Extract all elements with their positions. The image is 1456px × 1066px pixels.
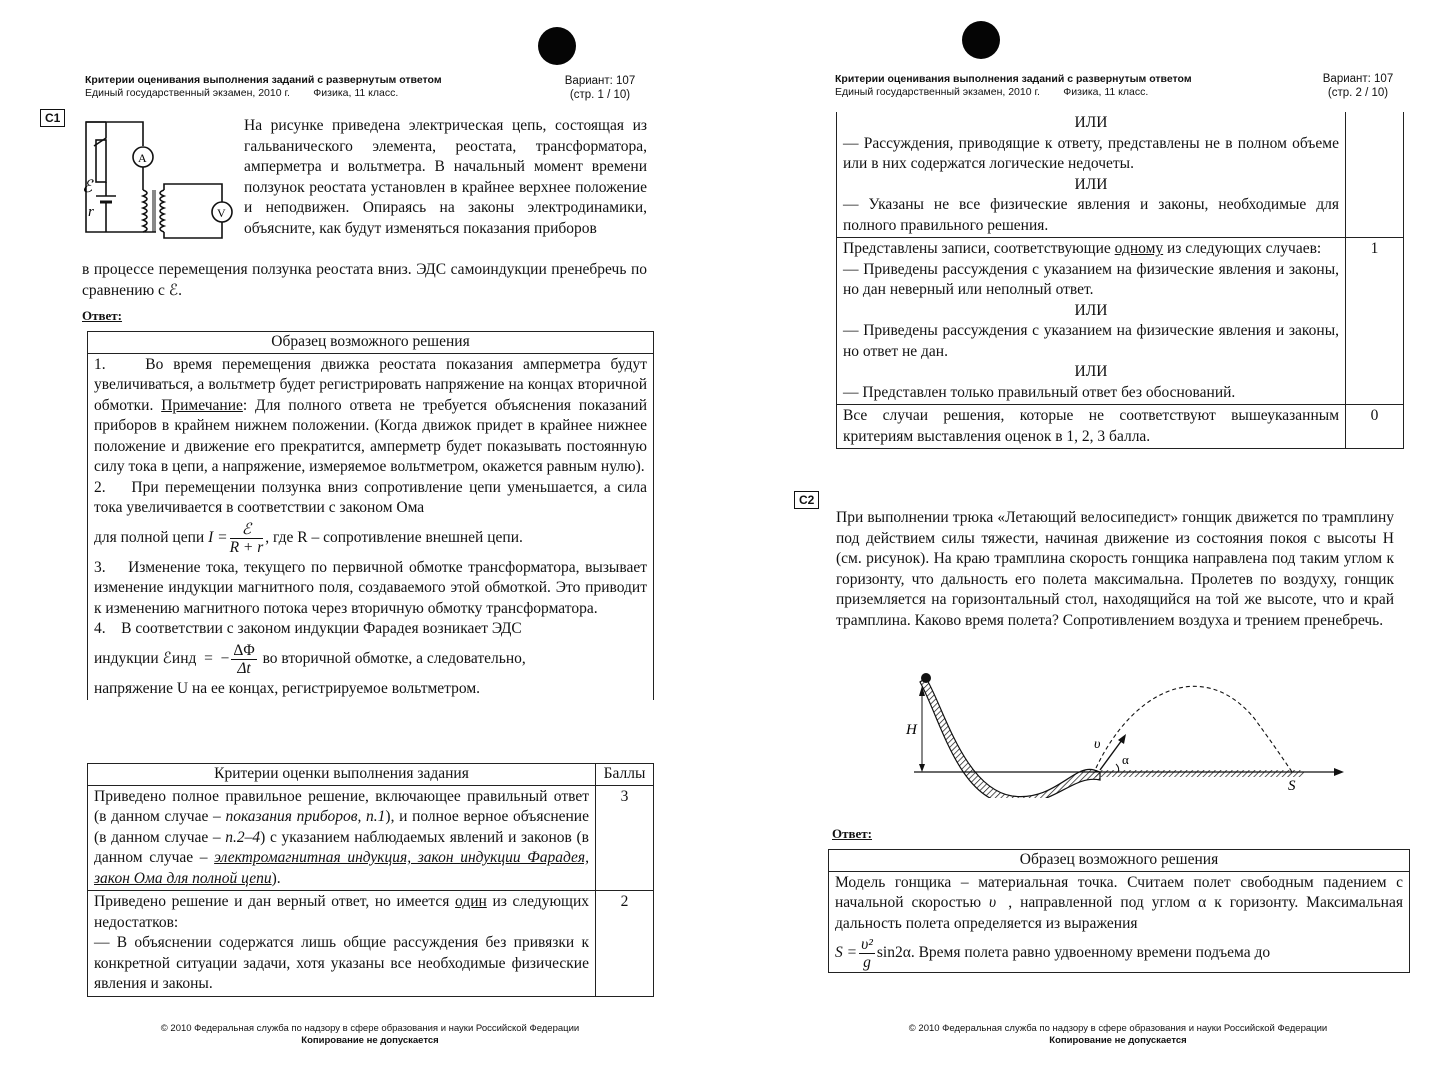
landing-table: [1094, 770, 1304, 777]
rheostat: [96, 140, 106, 182]
circuit-wire: [86, 122, 143, 146]
page-number: (стр. 2 / 10): [1327, 87, 1389, 99]
header-title: Критерии оценивания выполнения заданий с развернутым ответом: [835, 73, 1192, 85]
criterion-2-continued: ИЛИ — Рассуждения, приводящие к ответу, представлены не в полном объеме или в них содержатся логические недочеты. ИЛИ — Указаны не все физические явления и законы, необходимые для полного правильного решения.: [837, 112, 1346, 238]
solution-item-2: 2. При перемещении ползунка вниз сопротивление цепи уменьшается, а сила тока увеличивается в соответствии с законом Ома: [94, 478, 651, 516]
ramp-figure: [904, 668, 1344, 798]
formula-s-fraction: $\frac{\text{υ²}}{g}$: [861, 936, 873, 971]
header-subtitle: Единый государственный экзамен, 2010 г. Физика, 11 класс.: [835, 86, 1149, 98]
formula-ohm-fraction: $\frac{\text{ℰ}}{R + r}$: [229, 520, 264, 556]
answer-label: Ответ:: [82, 308, 123, 323]
resistance-label: r: [88, 204, 94, 220]
variant: Вариант: 107: [564, 75, 636, 87]
emf-label: ℰ: [82, 177, 93, 196]
label-S: S: [1288, 778, 1296, 794]
arrow-down-icon: [919, 764, 925, 772]
page-header: [835, 73, 1295, 99]
ramp-track: [920, 678, 1100, 798]
criteria-table-continued: [836, 112, 1404, 449]
criterion-1: Представлены записи, соответствующие одному из следующих случаев: — Приведены рассуждения с указанием на физические явления и законы, но дан неверный или неполный ответ. ИЛИ — Приведены рассуждения с указанием на физические явления и законы, но ответ не дан. ИЛИ — Представлен только правильный ответ без обоснований.: [837, 238, 1346, 405]
points-2: 2: [596, 891, 654, 997]
solution-body: [88, 353, 654, 700]
rider-point: [921, 673, 931, 683]
task-text-c2: При выполнении трюка «Летающий велосипедист» гонщик движется по трамплину под действием силы тяжести, начиная движение из состояния покоя с высоты H (см. рисунок). На краю трамплина скорость гонщика направлена под таким углом к горизонту, что дальность его полета максимальна. Пролетев по воздуху, гонщик приземляется на горизонтальный стол, находящийся на той же высоте, что и край трамплина. Каково время полета? Сопротивлением воздуха и трением пренебречь.: [836, 509, 1394, 629]
criteria-header: Критерии оценки выполнения задания: [88, 764, 596, 786]
points-1: 1: [1346, 238, 1404, 405]
axis-arrow-icon: [1334, 768, 1344, 776]
header-title: Критерии оценивания выполнения заданий с развернутым ответом: [85, 74, 442, 86]
points-header: Баллы: [596, 764, 654, 786]
page-2: [728, 0, 1456, 1066]
note-label: Примечание: [161, 396, 243, 414]
points-empty: [1346, 112, 1404, 238]
points-3: 3: [596, 785, 654, 891]
circuit-diagram: [78, 112, 238, 242]
solution-table: [87, 331, 654, 700]
circuit-wire: [164, 222, 222, 238]
velocity-arrow-icon: [1118, 734, 1126, 744]
solution-formula-line: S = $\frac{\text{υ²}}{g}$ sin2α. Время полета равно удвоенному времени подъема до: [835, 936, 1271, 971]
primary-coil: [143, 190, 147, 232]
solution-header: Образец возможного решения: [829, 850, 1410, 872]
solution-item-1: 1. Во время перемещения движка реостата показания амперметра будут увеличиваться, а вольтметр будет регистрировать напряжение на концах вторичной обмотки. Примечание: Для полного ответа не требуется объяснения показаний приборов в крайнем нижнем положении. (Когда движок придет в крайнее нижнее положение и движение его прекратится, амперметр будет показывать постоянную силу тока в цепи, а напряжение, измеряемое вольтметром, окажется равным нулю).: [94, 355, 651, 475]
variant: Вариант: 107: [1322, 73, 1394, 85]
velocity-symbol: υ⃗: [989, 894, 1009, 911]
answer-label: Ответ:: [832, 826, 873, 841]
page-header: [85, 74, 545, 100]
page-number: (стр. 1 / 10): [569, 89, 631, 101]
criterion-0: Все случаи решения, которые не соответствуют вышеуказанным критериям выставления оценок в 1, 2, 3 балла.: [837, 405, 1346, 449]
formula-s-right: sin2α: [876, 944, 911, 962]
formula-ohm-left: I =: [208, 528, 228, 546]
solution-item-4-end: напряжение U на ее концах, регистрируемое вольтметром.: [94, 679, 481, 697]
formula-induction-left: ℰинд = −: [162, 649, 230, 667]
label-v: υ: [1094, 737, 1101, 752]
criterion-2: Приведено решение и дан верный ответ, но имеется один из следующих недостатков: — В объяснении содержатся лишь общие рассуждения без привязки к конкретной ситуации задачи, хотя указаны все необходимые физические явления и законы.: [88, 891, 596, 997]
solution-item-4-formula: индукции ℰинд = − $\frac{\Delta\Phi}{\Delta t}$ во вторичной обмотке, а следовательно,: [94, 641, 526, 677]
solution-item-3: 3. Изменение тока, текущего по первичной обмотке трансформатора, вызывает изменение индукции магнитного поля, создаваемого этой обмоткой. Это приводит к изменению магнитного потока через вторичную обмотку трансформатора.: [94, 558, 651, 617]
variant-block: [1308, 72, 1408, 100]
variant-block: [555, 74, 645, 102]
ammeter-label: A: [138, 151, 147, 165]
circuit-wire: [164, 184, 222, 202]
page-footer: © 2010 Федеральная служба по надзору в сфере образования и науки Российской Федерации Копирование не допускается: [908, 1023, 1328, 1046]
points-0: 0: [1346, 405, 1404, 449]
solution-item-4: 4. В соответствии с законом индукции Фарадея возникает ЭДС: [94, 620, 522, 637]
secondary-coil: [160, 190, 164, 232]
task-tag-c1: C1: [40, 109, 65, 127]
task-text-c1-part2: в процессе перемещения ползунка реостата вниз. ЭДС самоиндукции пренебречь по сравнению с ℰ.: [82, 261, 647, 299]
solution-header: Образец возможного решения: [88, 332, 654, 354]
solution-item-2-formula: для полной цепи I = $\frac{\text{ℰ}}{R + r}$ , где R – сопротивление внешней цепи.: [94, 520, 523, 556]
voltmeter-label: V: [217, 206, 226, 220]
punch-hole: [962, 21, 1000, 59]
task-text-c1-part1: На рисунке приведена электрическая цепь, состоящая из гальванического элемента, реостата, трансформатора, амперметра и вольтметра. В начальный момент времени ползунок реостата установлен в крайнее верхнее положение и неподвижен. Опираясь на законы электродинамики, объясните, как будут изменяться показания приборов: [244, 117, 647, 237]
formula-induction-fraction: $\frac{\Delta\Phi}{\Delta t}$: [233, 641, 255, 677]
punch-hole: [538, 27, 576, 65]
header-subtitle: Единый государственный экзамен, 2010 г. Физика, 11 класс.: [85, 87, 399, 99]
solution-table-c2: [828, 849, 1410, 973]
label-alpha: α: [1122, 752, 1129, 767]
page-footer: © 2010 Федеральная служба по надзору в сфере образования и науки Российской Федерации Копирование не допускается: [160, 1023, 580, 1046]
solution-body: Модель гонщика – материальная точка. Считаем полет свободным падением с начальной скоростью υ⃗, направленной под углом α к горизонту. Максимальная дальность полета определяется из выражения S = $\frac{\text{υ²}}{g}$ sin2α. Время полета равно удвоенному времени подъема до: [829, 871, 1410, 973]
criterion-3: Приведено полное правильное решение, включающее правильный ответ (в данном случае – показания приборов, п.1), и полное верное объяснение (в данном случае – п.2–4) с указанием наблюдаемых явлений и законов (в данном случае – электромагнитная индукция, закон индукции Фарадея, закон Ома для полной цепи).: [88, 785, 596, 891]
formula-s-left: S =: [835, 944, 858, 962]
criteria-table: [87, 763, 654, 997]
label-H: H: [906, 722, 917, 738]
task-tag-c2: C2: [794, 491, 819, 509]
